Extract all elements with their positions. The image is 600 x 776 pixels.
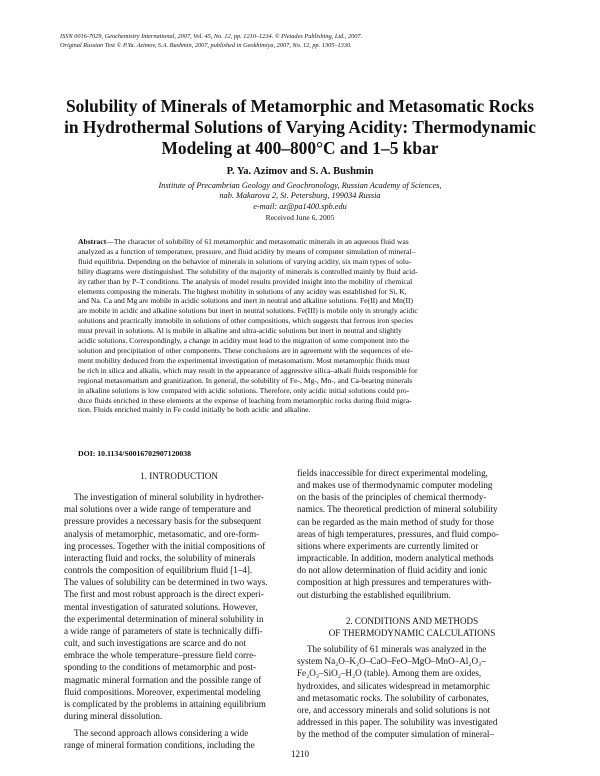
text-line: The solubility of 61 minerals was analyzed in the: [307, 644, 487, 655]
title-line: Solubility of Minerals of Metamorphic and Metasomatic Rocks: [65, 96, 535, 116]
abstract-line: Abstract—The character of solubility of 61 metamorphic and metasomatic minerals in an aqueous fluid was: [78, 237, 409, 246]
abstract-line: be rich in silica and alkalis, which may result in the appearance of aggressive silica–alkali fluids responsible for: [78, 365, 418, 375]
text-line: a wide range of parameters of state is technically diffi-: [64, 625, 263, 636]
section-heading-methods-line-2: OF THERMODYNAMIC CALCULATIONS: [328, 627, 496, 638]
text-line: composition at high pressures and temperatures with-: [297, 577, 492, 588]
text-line: hydroxides, and silicates widespread in metamorphic: [297, 680, 490, 691]
affiliation: [0, 181, 600, 212]
text-line: fields inaccessible for direct experimental modeling,: [297, 468, 488, 478]
text-line: ore, and accessory minerals and solid solutions is not: [297, 704, 491, 715]
text-line: range of mineral formation conditions, including the: [64, 740, 255, 751]
abstract-line: duce fluids enriched in these elements at the expense of leaching from metamorphic rocks during fluid migra-: [78, 395, 412, 405]
paragraph: [297, 467, 527, 601]
text-line: analysis of metamorphic, metasomatic, and ore-form-: [64, 528, 260, 539]
text-line: can be regarded as the main method of study for those: [297, 516, 494, 527]
text-line: mal solutions over a wide range of temperature and: [64, 504, 251, 515]
received-date: Received June 6, 2005: [265, 213, 335, 222]
abstract-line: and Na. Ca and Mg are mobile in acidic solutions and inert in neutral and alkaline solutions. Fe(II) and Mn(II): [78, 296, 414, 306]
left-column: [64, 470, 294, 751]
text-line: controls the composition of equilibrium fluid [1–4].: [64, 565, 253, 576]
text-line: interacting fluid and rocks, the solubility of minerals: [64, 552, 256, 563]
text-line: cult, and such investigations are scarce and do not: [64, 638, 247, 649]
header-line-2: Original Russian Text © P.Ya. Azimov, S.A. Bushmin, 2007, published in Geokhimiya, 2007, No. 12, pp. 1305–1330.: [60, 41, 352, 49]
abstract-line: fluid equilibria. Depending on the behavior of minerals in solutions of varying acidity, six main types of solu-: [78, 256, 412, 266]
text-line: The values of solubility can be determined in two ways.: [64, 577, 268, 588]
text-line: by the method of the computer simulation of mineral–: [297, 729, 494, 740]
text-line: impracticable. In addition, modern analytical methods: [297, 553, 494, 564]
text-line: system Na₂O–K₂O–CaO–FeO–MgO–MnO–Al₂O₃–: [297, 656, 486, 667]
paragraph: [64, 727, 294, 751]
section-heading-methods: 2. CONDITIONS AND METHODS: [345, 615, 479, 626]
abstract-line: ment mobility deduced from the experimental investigation of metasomatism. Most metamorphic fluids must: [78, 355, 410, 365]
text-line: out disturbing the established equilibrium.: [297, 589, 451, 600]
text-line: namics. The theoretical prediction of mineral solubility: [297, 504, 498, 515]
abstract-line: solutions and practically immobile in solutions of other compositions, which suggests that ferrous iron species: [78, 316, 414, 326]
page-number: 1210: [291, 749, 309, 759]
text-line: The second approach allows considering a wide: [74, 728, 249, 739]
abstract-line: solution and precipitation of other components. These conclusions are in agreement with the sequences of ele-: [78, 345, 413, 355]
abstract-heading: Abstract: [78, 237, 107, 246]
doi-link[interactable]: DOI: 10.1134/S0016702907120038: [78, 449, 192, 458]
text-line: Fe₂O₃–SiO₂–H₂O (table). Among them are oxides,: [297, 668, 482, 679]
authors: P. Ya. Azimov and S. A. Bushmin: [226, 166, 374, 177]
paragraph: [64, 491, 294, 722]
text-line: and metasomatic rocks. The solubility of carbonates,: [297, 692, 489, 703]
section-heading-introduction: 1. INTRODUCTION: [140, 471, 218, 481]
text-line: during mineral dissolution.: [64, 710, 163, 721]
abstract-line: must prevail in solutions. Al is mobile in alkaline and ultra-acidic solutions but inert in neutral and slightly: [78, 326, 402, 336]
abstract-line: are mobile in acidic and alkaline solutions but inert in neutral solutions. Fe(III) is mobile only in strongly acidic: [78, 306, 418, 316]
header-line-1: ISSN 0016-7029, Geochemistry International, 2007, Vol. 45, No. 12, pp. 1210–1234. © Pleiades Publishing, Ltd., 2007.: [60, 33, 363, 40]
text-line: embrace the whole temperature–pressure field corre-: [64, 650, 257, 661]
abstract-line: bility diagrams were distinguished. The solubility of the majority of minerals is controlled mainly by fluid acid-: [78, 266, 418, 276]
affiliation-line: Institute of Precambrian Geology and Geochronology, Russian Academy of Sciences,: [158, 181, 442, 190]
abstract-line: tion. Fluids enriched mainly in Fe could initially be both acidic and alkaline.: [78, 405, 311, 415]
text-line: on the basis of the principles of chemical thermody-: [297, 492, 487, 503]
paper-title: [40, 96, 560, 159]
email-link[interactable]: e-mail: az@pa1400.spb.edu: [253, 201, 347, 211]
abstract-line: acidic solutions. Correspondingly, a change in acidity must lead to the migration of some component into the: [78, 336, 410, 346]
text-line: sitions where experiments are currently limited or: [297, 540, 479, 551]
text-line: areas of high temperatures, pressures, and fluid compo-: [297, 528, 499, 539]
abstract-line: regional metasomatism and granitization. In general, the solubility of Fe-, Mg-, Mn-, and Ca-bearing minerals: [78, 375, 413, 385]
text-line: is complicated by the problems in attaining equilibrium: [64, 698, 266, 709]
text-line: pressure provides a necessary basis for the subsequent: [64, 516, 262, 527]
text-line: mental investigation of saturated solutions. However,: [64, 601, 258, 612]
text-line: and makes use of thermodynamic computer modeling: [297, 480, 493, 491]
paragraph: [297, 643, 527, 740]
affiliation-line: nab. Makarova 2, St. Petersburg, 199034 Russia: [219, 191, 381, 201]
journal-header: [60, 33, 560, 50]
text-line: fluid compositions. Moreover, experimental modeling: [64, 686, 261, 697]
text-line: do not allow determination of fluid acidity and ionic: [297, 565, 488, 576]
abstract-line: analyzed as a function of temperature, pressure, and fluid acidity by means of computer simulation of mineral–: [78, 246, 416, 256]
abstract: [78, 237, 522, 415]
text-line: The investigation of mineral solubility in hydrother-: [74, 492, 264, 503]
abstract-line: ity rather than by P–T conditions. The analysis of model results provided insight into the mobility of chemical: [78, 276, 413, 286]
text-line: magmatic mineral formation and the possible range of: [64, 674, 262, 685]
text-line: the experimental determination of mineral solubility in: [64, 613, 264, 624]
abstract-line: elements composing the minerals. The highest mobility in solutions of any acidity was established for Si, K,: [78, 286, 407, 296]
title-line: in Hydrothermal Solutions of Varying Acidity: Thermodynamic: [64, 117, 536, 137]
right-column: [297, 467, 527, 740]
text-line: ing processes. Together with the initial compositions of: [64, 540, 266, 551]
text-line: sponding to the conditions of metamorphic and post-: [64, 662, 257, 673]
title-line: Modeling at 400–800°C and 1–5 kbar: [161, 138, 439, 158]
text-line: addressed in this paper. The solubility was investigated: [297, 716, 498, 727]
text-line: The first and most robust approach is the direct experi-: [64, 589, 264, 600]
abstract-line: in alkaline solutions is low compared with acidic solutions. Therefore, only acidic initial solutions could pro-: [78, 385, 410, 395]
